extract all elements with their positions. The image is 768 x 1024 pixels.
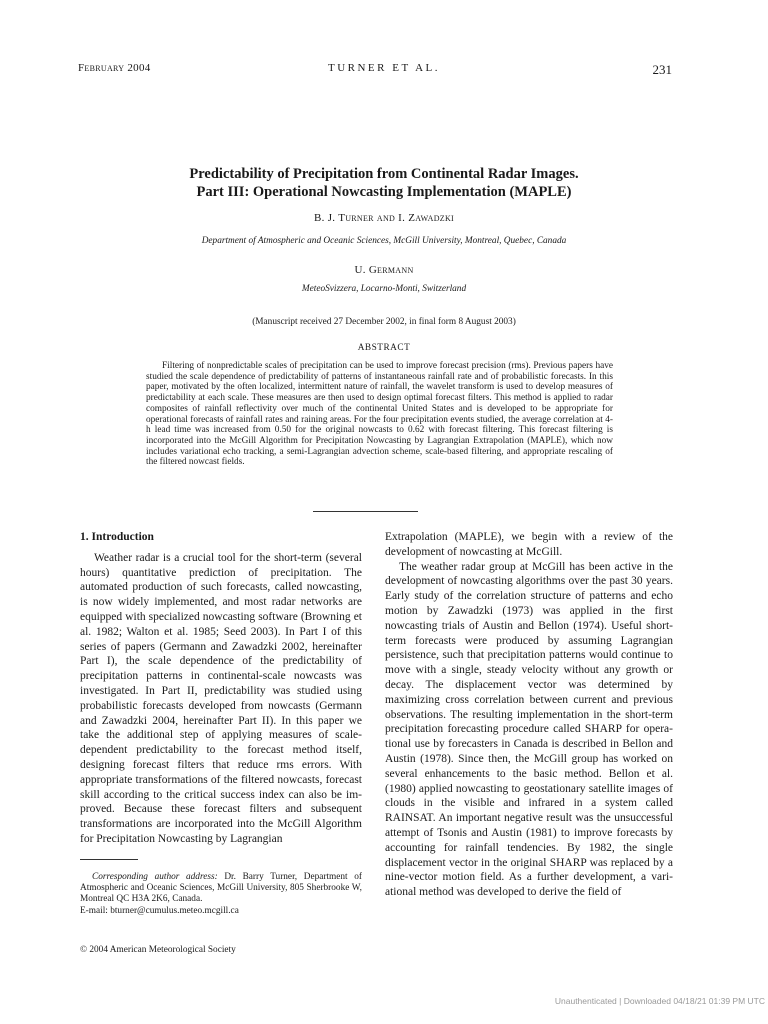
right-column <box>385 530 673 900</box>
footnote-address: Dr. Barry Turner, Department of Atmospheric and Oceanic Sciences, McGill University, 805 Sherbrooke W, Montreal QC H3A 2K6, Canada. <box>80 872 362 905</box>
paper-title <box>0 165 768 201</box>
manuscript-dates: (Manuscript received 27 December 2002, in final form 8 August 2003) <box>252 317 516 327</box>
left-column <box>80 530 362 847</box>
abstract-text: Filtering of nonpredictable scales of precipitation can be used to improve forecast precision (rms). Previous papers have studied the scale dependence of predictability of patterns of instantaneous rainfall rate and of probabilistic forecasts. In this paper, motivated by the often localized, intermittent nature of rainfall, the wavelet transform is used to develop measures of predictability at each scale. These measures are then used to design optimal forecast filters. This method is applied to radar composites of rainfall reflectivity over much of the continental United States and is developed to be appropriate for operational forecasts of rainfall rates and raining areas. For the four precipitation events studied, the average correlation at 4-h lead time was increased from 0.50 for the original nowcasts to 0.62 with forecast filtering. This forecast filtering is incorporated into the McGill Algorithm for Precipitation Nowcasting by Lagrangian Extrapolation (MAPLE), which now includes variational echo tracking, a semi-Lagrangian advection scheme, scale-based filtering, and appropriate rescaling of the filtered nowcast fields. <box>146 361 613 468</box>
intro-paragraph-1: Weather radar is a crucial tool for the short-term (several hours) quantitative prediction of precipitation. The automated production of such forecasts, called nowcasting, is now widely implemented, and most radar networks are equipped with specialized nowcasting software (Browning et al. 1982; Walton et al. 1985; Seed 2003). In Part I of this series of papers (Germann and Zawadzki 2002, hereinafter Part I), the scale dependence of the predictability of precipitation patterns in continental-scale nowcasts was investigated. In Part II, predictability was studied using probabilistic forecasts developed from nowcasts (Germann and Zawadzki 2004, hereinafter Part II). In this paper we take the additional step of applying measures of scale-dependent predictability to the forecast method itself, designing forecast filters that reduce rms errors. With appropriate transformations of the filtered nowcasts, forecast skill according to the critical success index can also be improved. Because these forecast filters and subsequent transformations are incorporated into the McGill Algorithm for Precipitation Nowcasting by Lagrangian <box>80 551 362 845</box>
download-notice: Unauthenticated | Downloaded 04/18/21 01:39 PM UTC <box>554 996 765 1006</box>
section-divider <box>313 511 418 512</box>
section-heading: 1. Introduction <box>80 531 154 543</box>
running-head-authors: TURNER ET AL. <box>327 62 441 74</box>
title-line-1: Predictability of Precipitation from Continental Radar Images. <box>189 166 579 182</box>
footnote-email: E-mail: bturner@cumulus.meteo.mcgill.ca <box>80 905 239 916</box>
intro-paragraph-2: The weather radar group at McGill has been active in the development of nowcasting algorithms over the past 30 years. Early study of the correlation structure of patterns and echo motion by Zawadzki (1973) was applied in the first nowcasting trials of Austin and Bellon (1974). Useful short-term forecasts were produced by assuming Lagrangian persistence, such that precipitation patterns would continue to move with a single, steady velocity without any growth or decay. The displacement vector was determined by maximizing cross correlation between current and previous observations. The resulting implementation in the short-term precipitation forecasting procedure called SHARP for operational use by forecasters in Canada is described in Bellon and Austin (1978). Since then, the McGill group has worked on several enhancements to the basic method. Bellon et al. (1980) applied nowcasting to geostationary satellite images of clouds in the visible and infrared in a system called RAINSAT. An important negative result was the unsuccessful attempt of Tsonis and Austin (1981) to improve forecasts by accounting for rainfall tendencies. By 1982, the single displacement vector in the original SHARP was replaced by a nine-vector motion field. As a further development, a variational method was developed to derive the field of <box>385 560 673 899</box>
title-line-2: Part III: Operational Nowcasting Implementation (MAPLE) <box>196 184 572 200</box>
footnote-label: Corresponding author address: <box>92 872 218 882</box>
author-affiliation-2: MeteoSvizzera, Locarno-Monti, Switzerland <box>301 284 467 294</box>
author-names-2: U. Germann <box>354 264 414 276</box>
copyright-notice: © 2004 American Meteorological Society <box>80 945 236 955</box>
author-names-1: B. J. Turner and I. Zawadzki <box>313 212 455 224</box>
page-number: 231 <box>652 62 672 77</box>
intro-paragraph-continued: Extrapolation (MAPLE), we begin with a review of the development of nowcasting at McGill. <box>385 531 673 558</box>
author-affiliation-1: Department of Atmospheric and Oceanic Sciences, McGill University, Montreal, Quebec, Canada <box>201 236 567 246</box>
abstract-heading: ABSTRACT <box>357 343 411 353</box>
running-head-date: February 2004 <box>78 62 151 74</box>
footnote <box>80 872 362 917</box>
footnote-rule <box>80 859 138 860</box>
